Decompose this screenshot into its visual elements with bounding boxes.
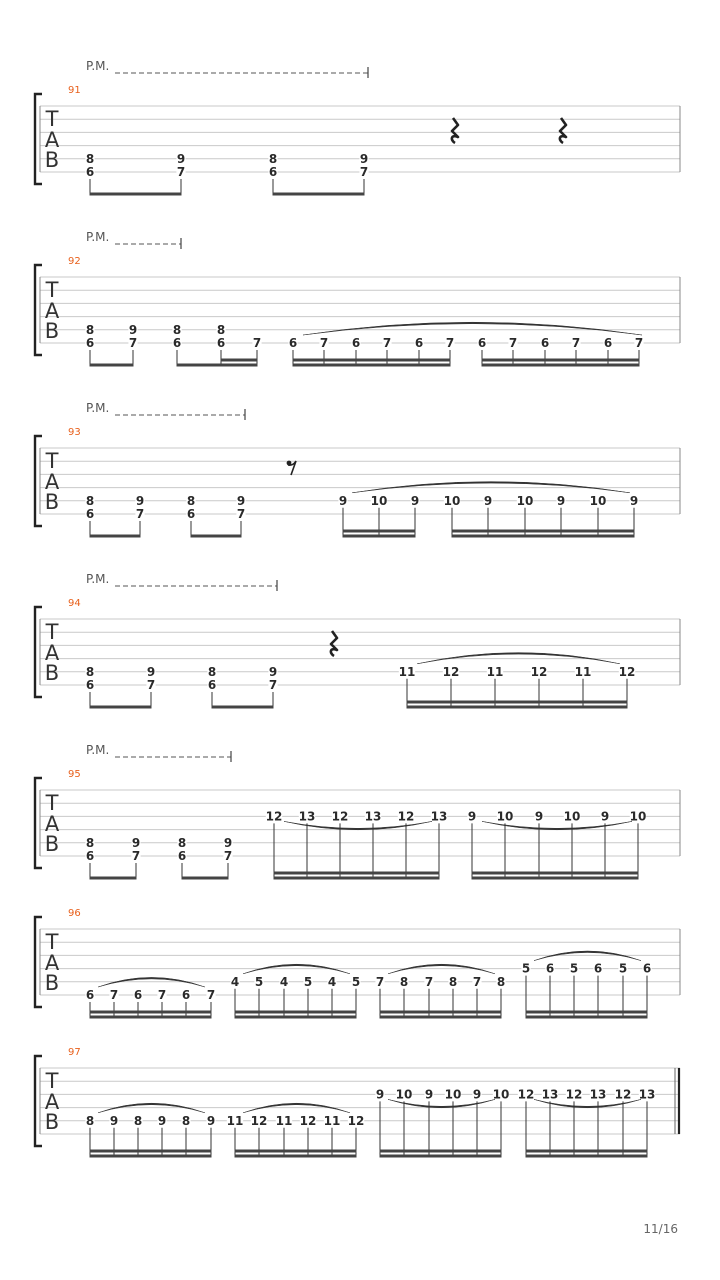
fret-number: 6 (85, 988, 95, 1002)
fret-number: 7 (135, 507, 145, 521)
tab-clef-letter: A (44, 299, 60, 323)
slur (303, 322, 642, 335)
fret-number: 12 (397, 809, 415, 824)
beam-group (207, 665, 277, 707)
tab-clef-letter: B (44, 832, 60, 856)
fret-number: 6 (85, 336, 95, 350)
fret-number: 8 (85, 1113, 95, 1128)
system-93 (35, 401, 680, 536)
fret-number: 7 (472, 974, 482, 989)
fret-number: 13 (589, 1087, 607, 1102)
fret-number: 7 (157, 988, 167, 1002)
system-bracket (35, 1056, 42, 1146)
fret-number: 9 (109, 1113, 119, 1128)
fret-number: 6 (133, 988, 143, 1002)
tab-clef-letter: A (44, 1090, 60, 1114)
fret-number: 7 (176, 165, 186, 179)
fret-number: 10 (492, 1087, 510, 1102)
fret-number: 5 (521, 961, 531, 976)
beam-group (85, 152, 185, 194)
fret-number: 8 (85, 322, 95, 337)
system-95 (35, 743, 680, 878)
fret-number: 9 (268, 664, 278, 679)
system-bracket (35, 917, 42, 1007)
fret-number: 12 (530, 664, 548, 679)
measure-number: 91 (68, 85, 81, 96)
fret-number: 9 (146, 664, 156, 679)
fret-number: 10 (370, 493, 388, 508)
fret-number: 12 (347, 1113, 365, 1128)
fret-number: 8 (268, 151, 278, 166)
fret-number: 7 (424, 974, 434, 989)
fret-number: 7 (223, 849, 233, 863)
beam-group (444, 494, 639, 536)
tab-clef-letter: T (45, 791, 59, 815)
fret-number: 6 (181, 988, 191, 1002)
fret-number: 11 (323, 1113, 341, 1128)
system-91 (35, 59, 680, 194)
fret-number: 9 (176, 151, 186, 166)
tab-clef-letter: T (45, 449, 59, 473)
fret-number: 8 (85, 151, 95, 166)
fret-number: 11 (398, 664, 416, 679)
beam-group (85, 323, 137, 365)
fret-number: 5 (303, 974, 313, 989)
fret-number: 9 (223, 835, 233, 850)
fret-number: 7 (359, 165, 369, 179)
beam-group (85, 836, 140, 878)
fret-number: 7 (146, 678, 156, 692)
beam-group (399, 665, 636, 707)
fret-number: 13 (364, 809, 382, 824)
fret-number: 8 (216, 322, 226, 337)
tab-clef-letter: B (44, 971, 60, 995)
fret-number: 8 (399, 974, 409, 989)
measure-number: 97 (68, 1047, 81, 1058)
fret-number: 6 (177, 849, 187, 863)
fret-number: 12 (299, 1113, 317, 1128)
fret-number: 6 (288, 336, 298, 350)
fret-number: 6 (603, 336, 613, 350)
fret-number: 12 (442, 664, 460, 679)
palm-mute-label: P.M. (86, 401, 110, 415)
beam-group (177, 836, 232, 878)
system-97 (35, 1047, 680, 1156)
beam-group (266, 809, 448, 878)
tab-clef-letter: A (44, 812, 60, 836)
measure-number: 93 (68, 427, 81, 438)
fret-number: 9 (410, 493, 420, 508)
fret-number: 8 (186, 493, 196, 508)
fret-number: 6 (172, 336, 182, 350)
fret-number: 7 (268, 678, 278, 692)
beam-group (268, 152, 368, 194)
fret-number: 12 (331, 809, 349, 824)
beam-group (375, 1087, 509, 1156)
fret-number: 5 (569, 961, 579, 976)
page-number: 11/16 (643, 1222, 678, 1236)
tab-clef-letter: A (44, 951, 60, 975)
fret-number: 8 (448, 974, 458, 989)
fret-number: 6 (593, 961, 603, 976)
fret-number: 11 (226, 1113, 244, 1128)
tab-clef-letter: T (45, 930, 59, 954)
beam-group (172, 323, 261, 365)
fret-number: 13 (430, 809, 448, 824)
fret-number: 7 (131, 849, 141, 863)
fret-number: 10 (563, 809, 581, 824)
tab-clef-letter: T (45, 107, 59, 131)
fret-number: 10 (516, 493, 534, 508)
fret-number: 6 (545, 961, 555, 976)
fret-number: 7 (375, 974, 385, 989)
fret-number: 9 (206, 1113, 216, 1128)
beam-group (85, 1114, 215, 1156)
measure-number: 95 (68, 769, 81, 780)
fret-number: 9 (236, 493, 246, 508)
beam-group (521, 962, 651, 1017)
fret-number: 6 (351, 336, 361, 350)
system-96 (35, 908, 680, 1017)
fret-number: 7 (508, 336, 518, 350)
beam-group (230, 975, 360, 1017)
fret-number: 6 (85, 849, 95, 863)
fret-number: 13 (638, 1087, 656, 1102)
fret-number: 10 (443, 493, 461, 508)
fret-number: 12 (265, 809, 283, 824)
beam-group (288, 336, 454, 365)
fret-number: 8 (85, 664, 95, 679)
fret-number: 11 (574, 664, 592, 679)
beam-group (85, 988, 215, 1017)
fret-number: 5 (618, 961, 628, 976)
fret-number: 9 (338, 493, 348, 508)
palm-mute-label: P.M. (86, 230, 110, 244)
tab-clef-letter: A (44, 641, 60, 665)
beam-group (338, 494, 419, 536)
tab-clef-letter: B (44, 1110, 60, 1134)
fret-number: 7 (634, 336, 644, 350)
fret-number: 6 (85, 165, 95, 179)
quarter-rest-icon (452, 118, 458, 143)
fret-number: 7 (109, 988, 119, 1002)
fret-number: 12 (250, 1113, 268, 1128)
fret-number: 7 (128, 336, 138, 350)
fret-number: 6 (642, 961, 652, 976)
tab-clef-letter: A (44, 470, 60, 494)
fret-number: 9 (534, 809, 544, 824)
system-94 (35, 572, 680, 707)
eighth-rest-icon (287, 461, 296, 475)
measure-number: 92 (68, 256, 81, 267)
fret-number: 6 (477, 336, 487, 350)
fret-number: 8 (207, 664, 217, 679)
fret-number: 6 (85, 678, 95, 692)
quarter-rest-icon (331, 631, 337, 656)
fret-number: 5 (351, 974, 361, 989)
tab-clef-letter: A (44, 128, 60, 152)
fret-number: 10 (629, 809, 647, 824)
beam-group (375, 975, 505, 1017)
fret-number: 8 (181, 1113, 191, 1128)
tab-clef-letter: B (44, 319, 60, 343)
system-bracket (35, 265, 42, 355)
fret-number: 12 (618, 664, 636, 679)
fret-number: 10 (589, 493, 607, 508)
fret-number: 12 (517, 1087, 535, 1102)
beam-group (467, 809, 646, 878)
fret-number: 9 (128, 322, 138, 337)
fret-number: 7 (445, 336, 455, 350)
fret-number: 9 (556, 493, 566, 508)
fret-number: 10 (496, 809, 514, 824)
system-bracket (35, 94, 42, 184)
fret-number: 8 (177, 835, 187, 850)
fret-number: 9 (375, 1087, 385, 1102)
fret-number: 13 (298, 809, 316, 824)
fret-number: 9 (135, 493, 145, 508)
fret-number: 6 (216, 336, 226, 350)
system-bracket (35, 778, 42, 868)
fret-number: 8 (172, 322, 182, 337)
fret-number: 4 (230, 974, 240, 989)
fret-number: 4 (279, 974, 289, 989)
fret-number: 11 (275, 1113, 293, 1128)
fret-number: 10 (395, 1087, 413, 1102)
tab-clef-letter: B (44, 490, 60, 514)
fret-number: 9 (629, 493, 639, 508)
palm-mute-label: P.M. (86, 59, 110, 73)
fret-number: 9 (472, 1087, 482, 1102)
fret-number: 6 (268, 165, 278, 179)
fret-number: 6 (207, 678, 217, 692)
fret-number: 6 (85, 507, 95, 521)
tab-clef-letter: B (44, 661, 60, 685)
quarter-rest-icon (560, 118, 566, 143)
fret-number: 6 (186, 507, 196, 521)
fret-number: 7 (319, 336, 329, 350)
fret-number: 9 (131, 835, 141, 850)
fret-number: 9 (467, 809, 477, 824)
fret-number: 9 (600, 809, 610, 824)
fret-number: 10 (444, 1087, 462, 1102)
tab-clef-letter: T (45, 620, 59, 644)
measure-number: 96 (68, 908, 81, 919)
fret-number: 13 (541, 1087, 559, 1102)
beam-group (477, 336, 643, 365)
fret-number: 8 (85, 493, 95, 508)
fret-number: 8 (496, 974, 506, 989)
fret-number: 9 (359, 151, 369, 166)
beam-group (85, 494, 144, 536)
fret-number: 9 (424, 1087, 434, 1102)
fret-number: 12 (614, 1087, 632, 1102)
tab-clef-letter: B (44, 148, 60, 172)
fret-number: 9 (483, 493, 493, 508)
fret-number: 8 (85, 835, 95, 850)
tab-clef-letter: T (45, 278, 59, 302)
fret-number: 7 (382, 336, 392, 350)
fret-number: 7 (252, 336, 262, 350)
fret-number: 7 (206, 988, 216, 1002)
beam-group (85, 665, 155, 707)
fret-number: 7 (571, 336, 581, 350)
beam-group (518, 1087, 656, 1156)
fret-number: 9 (157, 1113, 167, 1128)
measure-number: 94 (68, 598, 81, 609)
fret-number: 4 (327, 974, 337, 989)
beam-group (227, 1114, 365, 1156)
tab-clef-letter: T (45, 1069, 59, 1093)
palm-mute-label: P.M. (86, 743, 110, 757)
system-bracket (35, 436, 42, 526)
fret-number: 6 (540, 336, 550, 350)
beam-group (186, 494, 245, 536)
fret-number: 7 (236, 507, 246, 521)
system-92 (35, 230, 680, 365)
fret-number: 5 (254, 974, 264, 989)
palm-mute-label: P.M. (86, 572, 110, 586)
fret-number: 8 (133, 1113, 143, 1128)
fret-number: 11 (486, 664, 504, 679)
fret-number: 6 (414, 336, 424, 350)
system-bracket (35, 607, 42, 697)
fret-number: 12 (565, 1087, 583, 1102)
